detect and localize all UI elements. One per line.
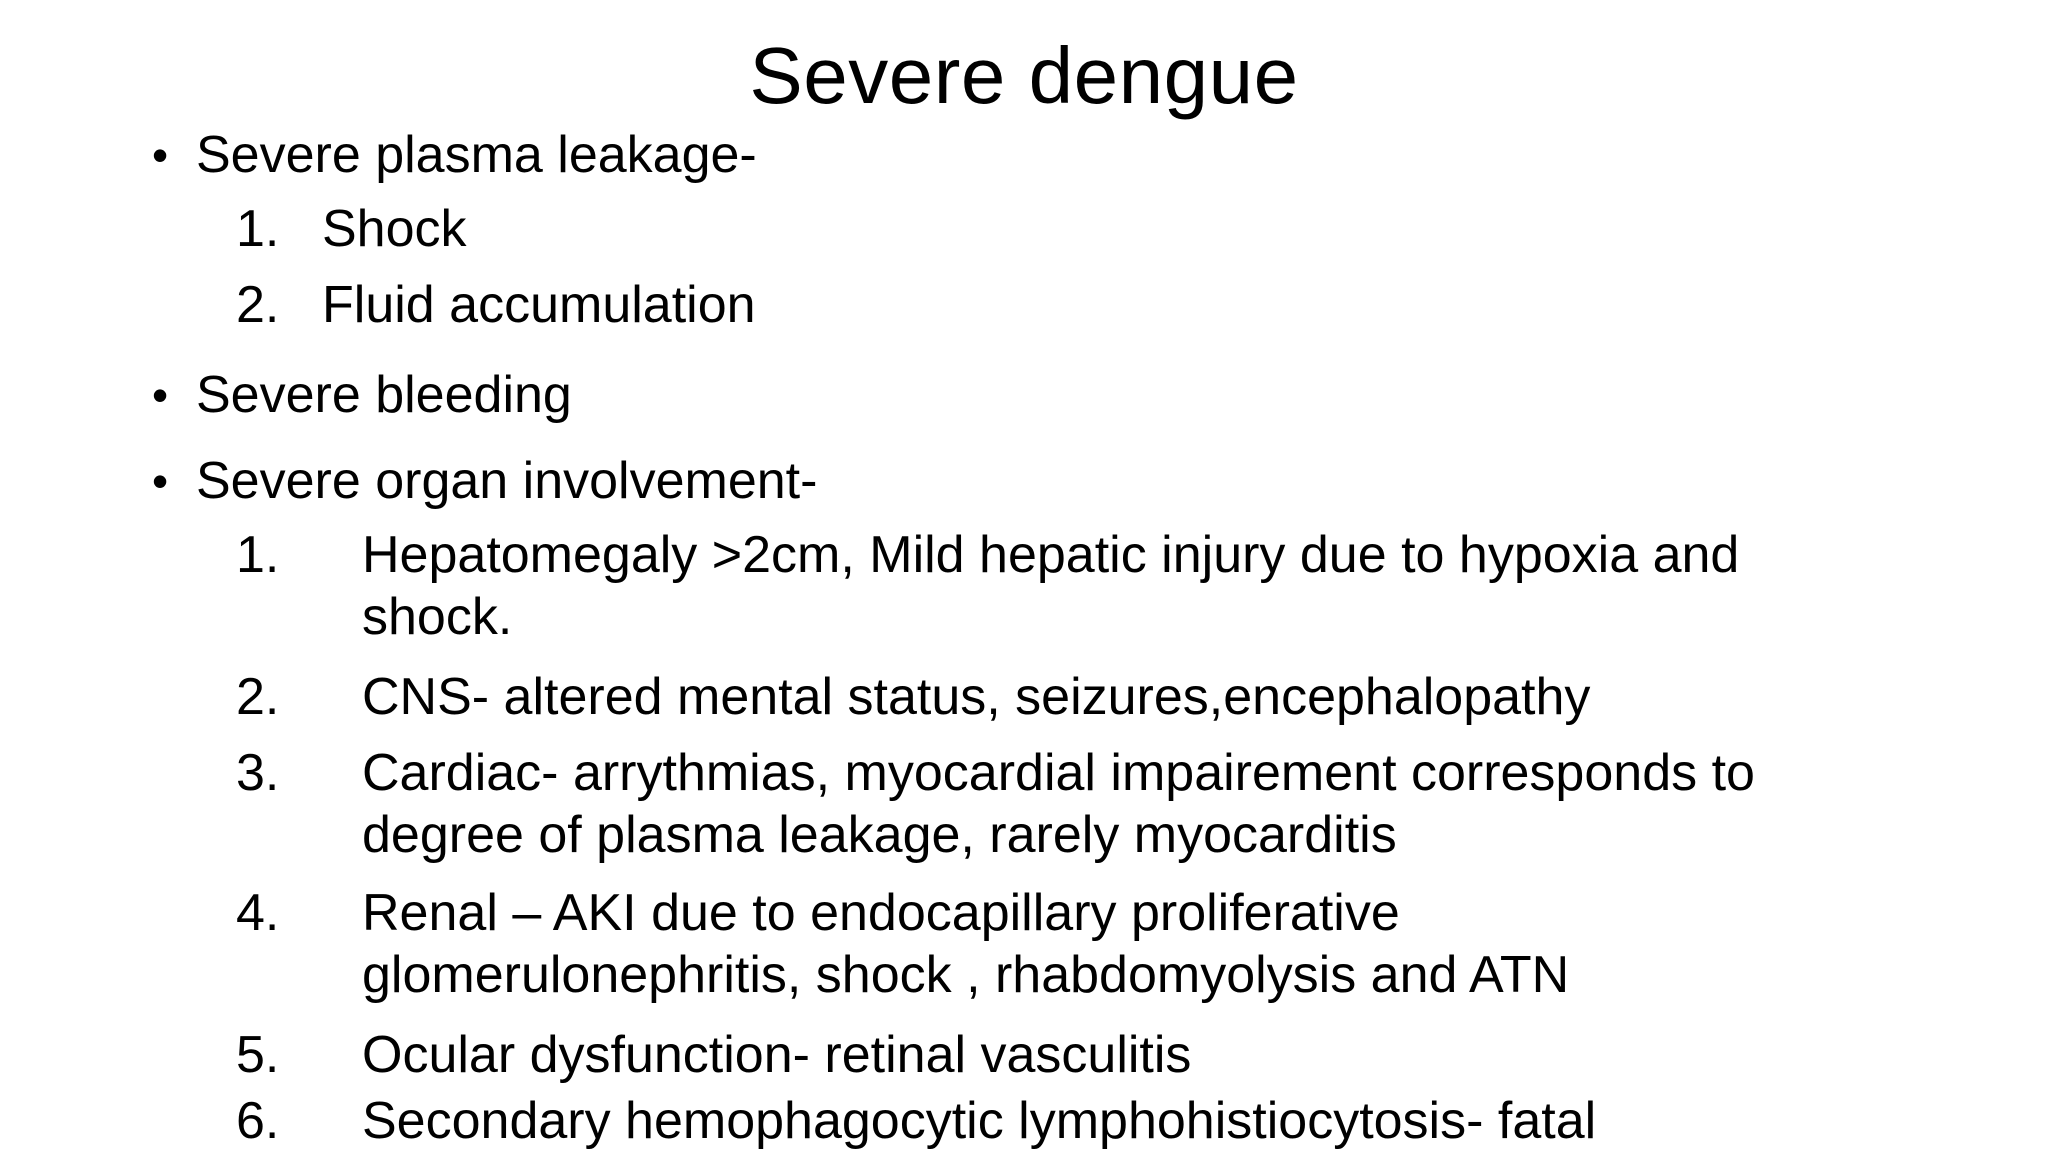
bullet-text: Severe plasma leakage- (196, 126, 757, 184)
item-text-line: Hepatomegaly >2cm, Mild hepatic injury due to hypoxia and (362, 526, 1740, 584)
item-text-line: glomerulonephritis, shock , rhabdomyolysis and ATN (362, 946, 1570, 1004)
item-text-line: Cardiac- arrythmias, myocardial impairement corresponds to (362, 744, 1755, 802)
item-number: 5. (236, 1026, 280, 1084)
item-number: 4. (236, 884, 280, 942)
item-number: 2. (236, 668, 280, 726)
bullet-dot-icon: • (152, 455, 169, 507)
item-text-line: Renal – AKI due to endocapillary proliferative (362, 884, 1400, 942)
item-text (362, 882, 1962, 1006)
item-text-line: shock. (362, 588, 513, 646)
item-text: Fluid accumulation (322, 276, 756, 334)
bullet-dot-icon: • (152, 129, 169, 181)
item-text: CNS- altered mental status, seizures,encephalopathy (362, 668, 1591, 726)
slide-title: Severe dengue (749, 31, 1299, 120)
item-number: 6. (236, 1092, 280, 1150)
item-text: Secondary hemophagocytic lymphohistiocytosis- fatal (362, 1092, 1597, 1150)
item-text (362, 524, 1962, 648)
item-text: Ocular dysfunction- retinal vasculitis (362, 1026, 1192, 1084)
item-number: 1. (236, 200, 280, 258)
item-number: 1. (236, 526, 280, 584)
item-number: 3. (236, 744, 280, 802)
bullet-dot-icon: • (152, 369, 169, 421)
item-text: Shock (322, 200, 467, 258)
item-text (362, 742, 1962, 866)
bullet-text: Severe bleeding (196, 366, 572, 424)
item-number: 2. (236, 276, 280, 334)
bullet-text: Severe organ involvement- (196, 452, 818, 510)
item-text-line: degree of plasma leakage, rarely myocarditis (362, 806, 1397, 864)
